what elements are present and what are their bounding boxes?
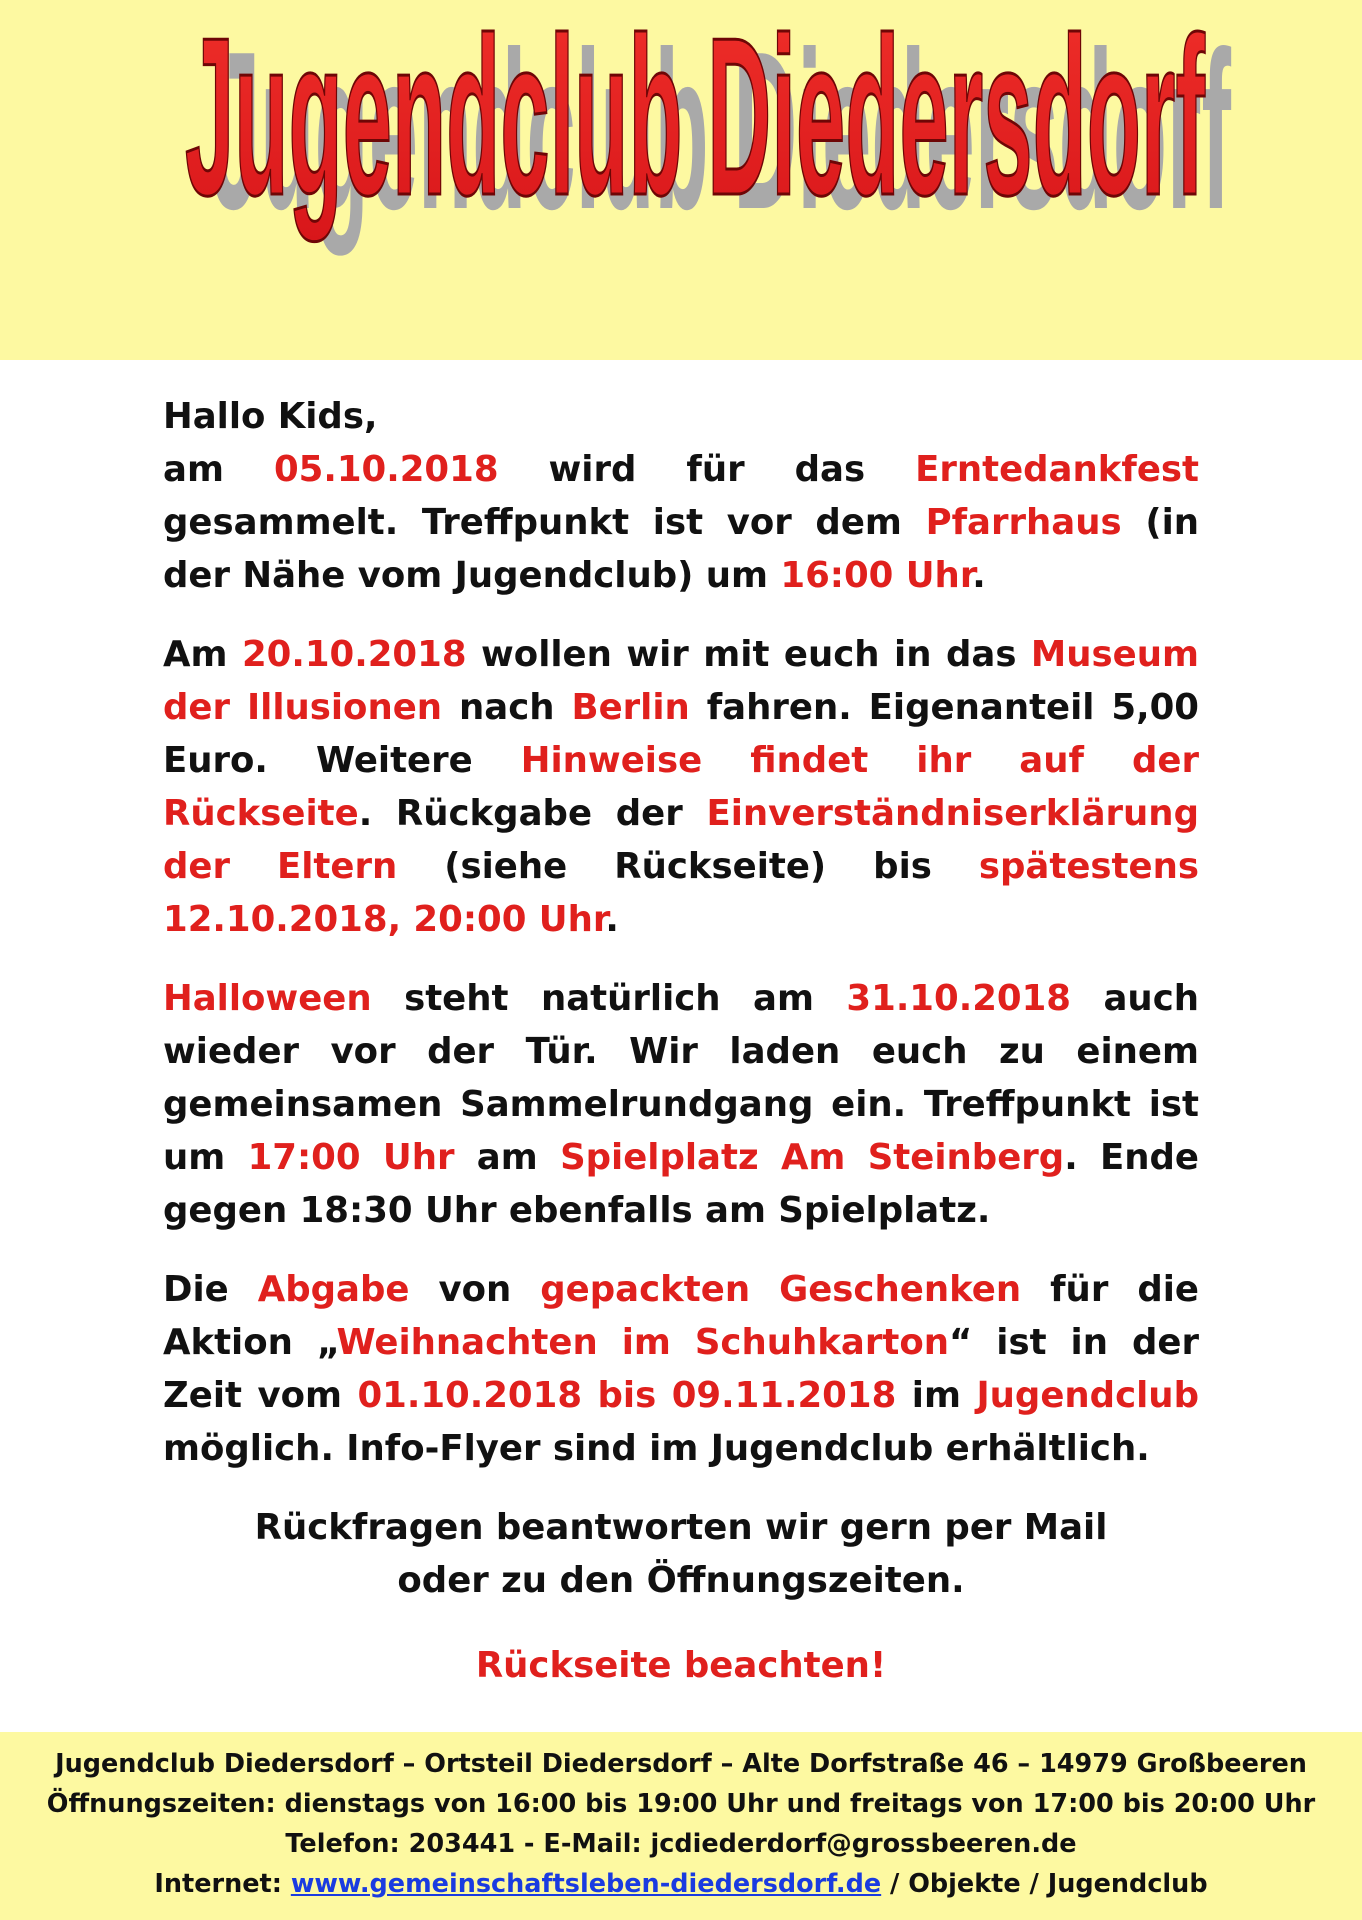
paragraph-shoebox xyxy=(163,1263,1199,1475)
footer xyxy=(0,1732,1362,1920)
text: gesammelt. Treffpunkt ist vor dem xyxy=(163,502,926,543)
text: am xyxy=(163,449,274,490)
text: (siehe Rückseite) bis xyxy=(397,846,979,887)
place-playground: Spielplatz Am Steinberg xyxy=(560,1137,1065,1178)
city: Berlin xyxy=(571,687,690,728)
text: fahren. Eigenanteil 5,00 Euro. Weitere xyxy=(163,687,1200,781)
place-rectory: Pfarrhaus xyxy=(925,502,1122,543)
text: auch wieder vor der Tür. Wir laden euch zu einem gemeinsamen Sammelrundgang ein. Treffpunkt ist um xyxy=(163,978,1200,1178)
logo-text: Jugendclub Diedersdorf xyxy=(184,20,1206,243)
abgabe: Abgabe xyxy=(257,1269,410,1310)
text: im xyxy=(896,1375,977,1416)
text: . xyxy=(972,555,986,596)
time-halloween: 17:00 Uhr xyxy=(247,1137,455,1178)
text: “ ist in der Zeit vom xyxy=(163,1322,1199,1416)
internet-path: / Objekte / Jugendclub xyxy=(881,1869,1208,1899)
text: steht natürlich am xyxy=(371,978,847,1019)
halloween: Halloween xyxy=(163,978,372,1019)
event-harvest: Erntedankfest xyxy=(915,449,1200,490)
footer-address: Jugendclub Diedersdorf – Ortsteil Diedersdorf – Alte Dorfstraße 46 – 14979 Großbeeren xyxy=(55,1749,1307,1779)
logo-shadow: Jugendclub Diedersdorf xyxy=(210,20,1232,257)
footer-contact: Telefon: 203441 - E-Mail: jcdiederdorf@grossbeeren.de xyxy=(285,1829,1077,1859)
gifts: gepackten Geschenken xyxy=(540,1269,1022,1310)
museum-name: Museum der Illusionen xyxy=(163,634,1199,728)
paragraph-collection xyxy=(163,390,1199,602)
text: nach xyxy=(442,687,572,728)
time-meeting: 16:00 Uhr xyxy=(780,555,973,596)
footer-hours: Öffnungszeiten: dienstags von 16:00 bis 19:00 Uhr und freitags von 17:00 bis 20:00 Uhr xyxy=(46,1789,1316,1819)
text: . Ende gegen 18:30 Uhr ebenfalls am Spielplatz. xyxy=(163,1137,1199,1231)
main-content xyxy=(163,390,1199,1718)
text: . Rückgabe der xyxy=(358,793,707,834)
text: . xyxy=(605,899,619,940)
action-name: Weihnachten im Schuhkarton xyxy=(336,1322,949,1363)
paragraph-museum xyxy=(163,628,1199,946)
text: für die Aktion „ xyxy=(163,1269,1199,1363)
text: am xyxy=(454,1137,561,1178)
text: wollen wir mit euch in das xyxy=(466,634,1031,675)
date-harvest: 05.10.2018 xyxy=(273,449,499,490)
text: Die xyxy=(163,1269,258,1310)
text: Am xyxy=(163,634,242,675)
internet-label: Internet: xyxy=(154,1869,291,1899)
questions: Rückfragen beantworten wir gern per Mail oder zu den Öffnungszeiten. xyxy=(254,1507,1108,1601)
hint: Hinweise findet ihr auf der Rückseite xyxy=(163,740,1199,834)
date-museum: 20.10.2018 xyxy=(241,634,467,675)
text: möglich. Info-Flyer sind im Jugendclub erhältlich. xyxy=(163,1428,1150,1469)
website-link[interactable]: www.gemeinschaftsleben-diedersdorf.de xyxy=(290,1869,882,1899)
period: 01.10.2018 bis 09.11.2018 xyxy=(357,1375,897,1416)
date-halloween: 31.10.2018 xyxy=(846,978,1072,1019)
back-note: Rückseite beachten! xyxy=(475,1645,887,1686)
footer-internet xyxy=(0,1864,1362,1904)
greeting: Hallo Kids, xyxy=(163,396,378,437)
paragraph-halloween xyxy=(163,972,1199,1237)
logo xyxy=(155,20,1235,300)
deadline: spätestens 12.10.2018, 20:00 Uhr xyxy=(163,846,1199,940)
club: Jugendclub xyxy=(976,1375,1199,1416)
header-banner xyxy=(0,0,1362,360)
text: (in der Nähe vom Jugendclub) um xyxy=(163,502,1200,596)
consent: Einverständniserklärung der Eltern xyxy=(163,793,1199,887)
text: wird für das xyxy=(498,449,916,490)
text: von xyxy=(409,1269,541,1310)
